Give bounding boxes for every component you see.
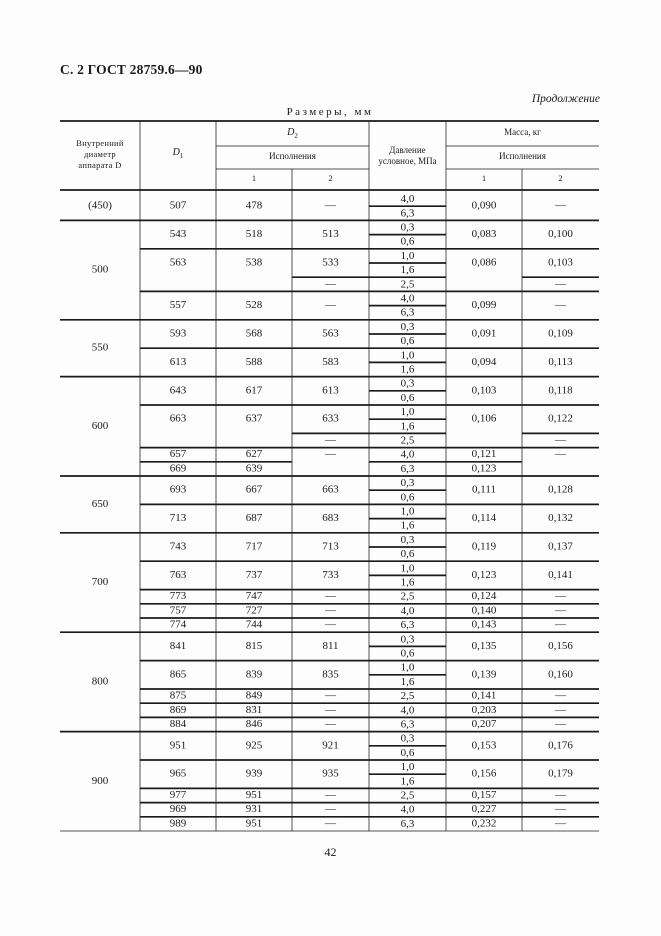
d1-cell: 869: [169, 703, 187, 716]
d1-cell: 989: [169, 817, 187, 830]
diameter-cell: 650: [91, 497, 109, 510]
pressure-cell: 4,0: [400, 803, 415, 816]
mass-exec2-cell: —: [555, 199, 566, 212]
d1-cell: 969: [169, 803, 187, 816]
d2-exec1-cell: 687: [245, 512, 263, 525]
mass-exec1-cell: 0,156: [471, 767, 497, 780]
mass-exec1-cell: 0,123: [471, 568, 497, 581]
d2-exec1-cell: 667: [245, 483, 263, 496]
d2-exec1-cell: 849: [245, 689, 263, 702]
d1-cell: 743: [169, 540, 187, 553]
pressure-cell: 2,5: [400, 434, 415, 447]
diameter-cell: 700: [91, 576, 109, 589]
mass-exec1-cell: 0,227: [471, 803, 497, 816]
d2-exec1-cell: 846: [245, 718, 263, 731]
diameter-cell: (450): [88, 199, 112, 212]
pressure-cell: 0,6: [400, 647, 415, 660]
mass-exec2-cell: 0,160: [548, 668, 573, 681]
pressure-cell: 6,3: [400, 817, 415, 830]
pressure-cell: 0,6: [400, 491, 415, 504]
mass-exec2-cell: —: [555, 618, 566, 631]
d2-exec2-cell: —: [325, 789, 336, 802]
pressure-cell: 1,0: [400, 661, 415, 674]
d2-exec2-cell: —: [325, 618, 336, 631]
mass-exec1-cell: 0,140: [471, 604, 497, 617]
d2-exec1-cell: 925: [245, 739, 263, 752]
pressure-cell: 0,3: [400, 320, 415, 333]
d2-exec2-cell: 563: [322, 327, 339, 340]
d2-col1-header: 1: [251, 172, 257, 183]
d2-exec2-cell: 811: [322, 639, 339, 652]
mass-exec1-cell: 0,106: [471, 412, 497, 425]
mass-exec1-cell: 0,099: [471, 299, 497, 312]
mass-exec2-cell: 0,103: [548, 256, 573, 269]
d2-exec1-cell: 744: [245, 618, 263, 631]
d1-cell: 965: [169, 767, 187, 780]
diameter-cell: 550: [91, 341, 109, 354]
d2-exec1-cell: 639: [245, 462, 263, 475]
d2-exec2-cell: 633: [322, 412, 339, 425]
pressure-cell: 1,6: [400, 519, 415, 532]
d2-exec1-cell: 951: [245, 789, 263, 802]
d1-cell: 713: [169, 512, 187, 525]
d2-exec1-cell: 931: [245, 803, 263, 816]
mass-exec1-cell: 0,232: [471, 817, 497, 830]
pressure-cell: 0,3: [400, 377, 415, 390]
d2-exec2-cell: 533: [322, 256, 339, 269]
mass-exec1-cell: 0,119: [471, 540, 497, 553]
mass-exec1-cell: 0,153: [471, 739, 497, 752]
pressure-cell: 0,3: [400, 533, 415, 546]
d1-cell: 865: [169, 668, 187, 681]
d2-exec2-cell: —: [325, 590, 336, 603]
d2-exec2-cell: 713: [322, 540, 339, 553]
mass-exec2-cell: —: [555, 604, 566, 617]
mass-header: Масса, кг: [504, 127, 541, 138]
mass-exec1-cell: 0,123: [471, 462, 497, 475]
mass-exec1-cell: 0,103: [471, 384, 497, 397]
d2-col2-header: 2: [328, 172, 333, 183]
pressure-cell: 1,6: [400, 264, 415, 277]
d2-exec1-cell: 951: [245, 817, 263, 830]
diameter-cell: 800: [91, 675, 109, 688]
mass-exec1-cell: 0,086: [471, 256, 497, 269]
diameter-cell: 500: [91, 263, 109, 276]
d1-cell: 657: [169, 448, 187, 461]
mass-exec2-cell: 0,141: [548, 568, 573, 581]
d1-header: $D_1$: [172, 147, 184, 160]
pressure-cell: 2,5: [400, 690, 415, 703]
mass-exec2-cell: —: [555, 718, 566, 731]
pressure-cell: 6,3: [400, 619, 415, 632]
d2-exec2-cell: —: [325, 299, 336, 312]
page-number: 42: [324, 845, 337, 859]
mass-col1-header: 1: [481, 172, 487, 183]
mass-exec1-cell: 0,121: [471, 448, 497, 461]
mass-exec1-cell: 0,114: [471, 512, 497, 525]
pressure-cell: 1,0: [400, 249, 415, 262]
pressure-cell: 1,6: [400, 675, 415, 688]
mass-exec2-cell: 0,113: [548, 355, 573, 368]
d2-exec2-cell: —: [325, 604, 336, 617]
pressure-cell: 0,6: [400, 548, 415, 561]
table-caption: Размеры, мм: [286, 106, 374, 118]
pressure-cell: 1,0: [400, 406, 415, 419]
mass-exec2-cell: —: [555, 277, 566, 290]
d2-exec1-cell: 538: [245, 256, 263, 269]
d1-cell: 757: [169, 604, 187, 617]
d2-exec2-cell: 663: [322, 483, 339, 496]
d2-exec1-cell: 737: [245, 568, 263, 581]
d2-exec2-cell: 613: [322, 384, 339, 397]
pressure-cell: 6,3: [400, 718, 415, 731]
pressure-cell: 1,0: [400, 761, 415, 774]
d2-exec2-cell: —: [325, 803, 336, 816]
pressure-cell: 2,5: [400, 278, 415, 291]
d1-cell: 669: [169, 462, 187, 475]
d1-cell: 507: [169, 199, 187, 212]
mass-exec2-cell: —: [555, 299, 566, 312]
pressure-cell: 4,0: [400, 292, 415, 305]
mass-exec2-cell: 0,179: [548, 767, 573, 780]
d2-exec2-cell: 683: [322, 512, 339, 525]
pressure-cell: 1,6: [400, 363, 415, 376]
mass-exec1-cell: 0,157: [471, 789, 497, 802]
d2-exec2-cell: —: [325, 277, 336, 290]
pressure-cell: 1,0: [400, 505, 415, 518]
pressure-cell: 4,0: [400, 704, 415, 717]
d2-exec2-cell: —: [325, 689, 336, 702]
page-header: С. 2 ГОСТ 28759.6—90: [60, 62, 203, 77]
mass-exec2-cell: —: [555, 689, 566, 702]
mass-exec2-cell: —: [555, 448, 566, 461]
d2-exec2-cell: —: [325, 448, 336, 461]
pressure-cell: 1,6: [400, 775, 415, 788]
pressure-cell: 1,6: [400, 420, 415, 433]
d1-cell: 875: [169, 689, 187, 702]
mass-exec2-cell: 0,118: [548, 384, 573, 397]
mass-exec2-cell: 0,137: [548, 540, 573, 553]
mass-exec1-cell: 0,207: [471, 718, 497, 731]
mass-exec2-cell: —: [555, 703, 566, 716]
d2-exec1-cell: 815: [245, 639, 263, 652]
mass-exec2-cell: —: [555, 789, 566, 802]
mass-exec2-cell: —: [555, 817, 566, 830]
d2-exec2-cell: 733: [322, 568, 339, 581]
mass-exec2-cell: 0,109: [548, 327, 573, 340]
pressure-cell: 4,0: [400, 193, 415, 206]
pressure-cell: 0,3: [400, 221, 415, 234]
pressure-cell: 4,0: [400, 604, 415, 617]
d2-header: $D_2$: [287, 127, 298, 140]
pressure-header: Давление: [389, 145, 426, 156]
inner-diameter-header: аппарата D: [78, 159, 122, 170]
pressure-cell: 2,5: [400, 789, 415, 802]
inner-diameter-header: Внутренний: [76, 137, 124, 148]
d2-exec1-cell: 518: [245, 228, 263, 241]
d1-cell: 563: [169, 256, 187, 269]
diameter-cell: 600: [91, 419, 109, 432]
d2-executions-header: Исполнения: [269, 151, 316, 162]
d2-exec1-cell: 747: [245, 590, 263, 603]
d1-cell: 977: [169, 789, 187, 802]
d1-cell: 774: [169, 618, 187, 631]
d1-cell: 663: [169, 412, 187, 425]
d2-exec1-cell: 637: [245, 412, 263, 425]
mass-exec1-cell: 0,139: [471, 668, 497, 681]
d1-cell: 643: [169, 384, 187, 397]
pressure-cell: 0,3: [400, 477, 415, 490]
d2-exec2-cell: —: [325, 718, 336, 731]
mass-exec1-cell: 0,141: [471, 689, 497, 702]
d1-cell: 557: [169, 299, 187, 312]
mass-executions-header: Исполнения: [499, 151, 546, 162]
mass-exec1-cell: 0,083: [471, 228, 497, 241]
mass-col2-header: 2: [558, 172, 563, 183]
d2-exec1-cell: 717: [245, 540, 263, 553]
d1-cell: 884: [169, 718, 187, 731]
d2-exec2-cell: —: [325, 703, 336, 716]
d2-exec1-cell: 617: [245, 384, 263, 397]
pressure-cell: 6,3: [400, 207, 415, 220]
mass-exec1-cell: 0,091: [471, 327, 497, 340]
mass-exec2-cell: —: [555, 590, 566, 603]
d2-exec1-cell: 727: [245, 604, 263, 617]
pressure-cell: 0,3: [400, 732, 415, 745]
d2-exec2-cell: 921: [322, 739, 339, 752]
d2-exec1-cell: 588: [245, 355, 263, 368]
mass-exec2-cell: 0,132: [548, 512, 573, 525]
mass-exec1-cell: 0,090: [471, 199, 497, 212]
d1-cell: 773: [169, 590, 187, 603]
d2-exec2-cell: —: [325, 199, 336, 212]
mass-exec2-cell: —: [555, 434, 566, 447]
d1-cell: 841: [169, 639, 187, 652]
pressure-cell: 1,0: [400, 349, 415, 362]
inner-diameter-header: диаметр: [84, 148, 116, 159]
mass-exec2-cell: 0,100: [548, 228, 573, 241]
d1-cell: 613: [169, 355, 187, 368]
mass-exec1-cell: 0,124: [471, 590, 497, 603]
d1-cell: 951: [169, 739, 187, 752]
d2-exec1-cell: 478: [245, 199, 263, 212]
mass-exec2-cell: 0,156: [548, 639, 573, 652]
mass-exec1-cell: 0,094: [471, 355, 497, 368]
d2-exec2-cell: 513: [322, 228, 339, 241]
pressure-cell: 0,6: [400, 335, 415, 348]
d2-exec2-cell: 935: [322, 767, 339, 780]
mass-exec2-cell: —: [555, 803, 566, 816]
mass-exec2-cell: 0,176: [548, 739, 573, 752]
pressure-cell: 1,0: [400, 562, 415, 575]
d2-exec2-cell: —: [325, 434, 336, 447]
pressure-header: условное, МПа: [378, 156, 437, 167]
d2-exec2-cell: 835: [322, 668, 339, 681]
pressure-cell: 4,0: [400, 448, 415, 461]
d2-exec1-cell: 627: [245, 448, 263, 461]
pressure-cell: 0,3: [400, 633, 415, 646]
d1-cell: 693: [169, 483, 187, 496]
d2-exec1-cell: 939: [245, 767, 263, 780]
pressure-cell: 0,6: [400, 391, 415, 404]
d2-exec1-cell: 528: [245, 299, 263, 312]
mass-exec1-cell: 0,143: [471, 618, 497, 631]
mass-exec1-cell: 0,111: [472, 483, 496, 496]
d1-cell: 763: [169, 568, 187, 581]
d2-exec1-cell: 839: [245, 668, 263, 681]
mass-exec2-cell: 0,128: [548, 483, 573, 496]
pressure-cell: 6,3: [400, 462, 415, 475]
d1-cell: 543: [169, 228, 187, 241]
mass-exec1-cell: 0,135: [471, 639, 497, 652]
pressure-cell: 1,6: [400, 576, 415, 589]
diameter-cell: 900: [91, 774, 109, 787]
d2-exec2-cell: 583: [322, 355, 339, 368]
d2-exec1-cell: 568: [245, 327, 263, 340]
d1-cell: 593: [169, 327, 187, 340]
pressure-cell: 6,3: [400, 306, 415, 319]
pressure-cell: 0,6: [400, 235, 415, 248]
mass-exec2-cell: 0,122: [548, 412, 573, 425]
pressure-cell: 2,5: [400, 590, 415, 603]
d2-exec1-cell: 831: [245, 703, 263, 716]
pressure-cell: 0,6: [400, 746, 415, 759]
continuation-label: Продолжение: [531, 93, 600, 105]
d2-exec2-cell: —: [325, 817, 336, 830]
mass-exec1-cell: 0,203: [471, 703, 497, 716]
